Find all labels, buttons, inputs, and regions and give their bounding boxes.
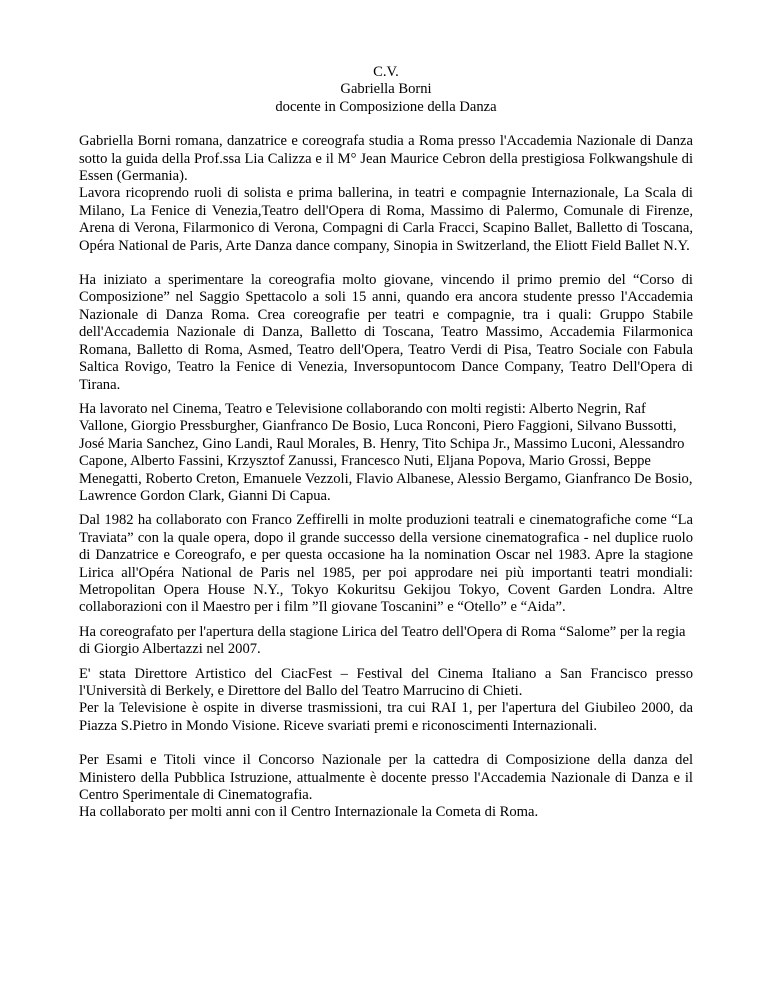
paragraph-zeffirelli: Dal 1982 ha collaborato con Franco Zeffirelli in molte produzioni teatrali e cinematografiche come “La Traviata” con la quale opera, dopo il grande successo della versione cinematografica - nel duplice ruolo di Danzatrice e Coreografo, e per questa occasione ha la nomination Oscar nel 1983. Apre la stagione Lirica all'Opéra National de Paris nel 1985, per poi approdare nei più importanti teatri mondiali: Metropolitan Opera House N.Y., Tokyo Kokuritsu Gekijou Tokyo, Covent Garden Londra. Altre collaborazioni con il Maestro per i film ”Il giovane Toscanini” e “Otello” e “Aida”. — [79, 512, 693, 616]
author-role: docente in Composizione della Danza — [275, 98, 497, 115]
paragraph-soloist-career: Lavora ricoprendo ruoli di solista e prima ballerina, in teatri e compagnie Internazionale, La Scala di Milano, La Fenice di Venezia,Teatro dell'Opera di Roma, Massimo di Palermo, Comunale di Firenze, Arena di Verona, Filarmonico di Verona, Compagni di Carla Fracci, Scapino Ballet, Balletto di Toscana, Opéra National de Paris, Arte Danza dance company, Sinopia in Switzerland, the Eliott Field Ballet N.Y. — [79, 185, 693, 254]
paragraph-salome: Ha coreografato per l'apertura della stagione Lirica del Teatro dell'Opera di Roma “Salome” per la regia di Giorgio Albertazzi nel 2007. — [79, 623, 686, 658]
paragraph-cinema-directors: Ha lavorato nel Cinema, Teatro e Televisione collaborando con molti registi: Alberto Negrin, Raf Vallone, Giorgio Pressburgher, Gianfranco De Bosio, Luca Ronconi, Piero Faggioni, Silvano Bussotti, José Maria Sanchez, Gino Landi, Raul Morales, B. Henry, Tito Schipa Jr., Massimo Luconi, Alessandro Capone, Alberto Fassini, Krzysztof Zanussi, Francesco Nuti, Eljana Popova, Mario Grossi, Beppe Menegatti, Roberto Creton, Emanuele Vezzoli, Flavio Albanese, Alessio Bergamo, Gianfranco De Bosio, Lawrence Gordon Clark, Gianni Di Capua. — [79, 400, 693, 504]
paragraph-education: Gabriella Borni romana, danzatrice e coreografa studia a Roma presso l'Accademia Nazionale di Danza sotto la guida della Prof.ssa Lia Calizza e il M° Jean Maurice Cebron della prestigiosa Folkwangshule di Essen (Germania). — [79, 133, 693, 185]
document-header — [79, 64, 693, 116]
paragraph-cometa: Ha collaborato per molti anni con il Centro Internazionale la Cometa di Roma. — [79, 804, 539, 821]
paragraph-teaching: Per Esami e Titoli vince il Concorso Nazionale per la cattedra di Composizione della danza del Ministero della Pubblica Istruzione, attualmente è docente presso l'Accademia Nazionale di Danza e il Centro Sperimentale di Cinematografia. — [79, 752, 693, 804]
cv-label: C.V. — [373, 64, 399, 80]
paragraph-choreography: Ha iniziato a sperimentare la coreografia molto giovane, vincendo il primo premio del “Corso di Composizione” nel Saggio Spettacolo a soli 15 anni, quando era ancora studente presso l'Accademia Nazionale di Danza Roma. Crea coreografie per teatri e compagnie, tra i quali: Gruppo Stabile dell'Accademia Nazionale di Danza, Balletto di Toscana, Teatro Massimo, Accademia Filarmonica Romana, Balletto di Roma, Asmed, Teatro dell'Opera, Teatro Verdi di Pisa, Teatro Sociale con Fabula Saltica Rovigo, Teatro la Fenice di Venezia, Inversopuntocom Dance Company, Teatro Dell'Opera di Tirana. — [79, 272, 693, 393]
document-page — [79, 64, 693, 822]
author-name: Gabriella Borni — [340, 81, 432, 98]
paragraph-ciacfest: E' stata Direttore Artistico del CiacFest – Festival del Cinema Italiano a San Francisco presso l'Università di Berkely, e Direttore del Ballo del Teatro Marrucino di Chieti. — [79, 665, 693, 699]
paragraph-television: Per la Televisione è ospite in diverse trasmissioni, tra cui RAI 1, per l'apertura del Giubileo 2000, da Piazza S.Pietro in Mondo Visione. Riceve svariati premi e riconoscimenti Internazionali. — [79, 700, 693, 734]
